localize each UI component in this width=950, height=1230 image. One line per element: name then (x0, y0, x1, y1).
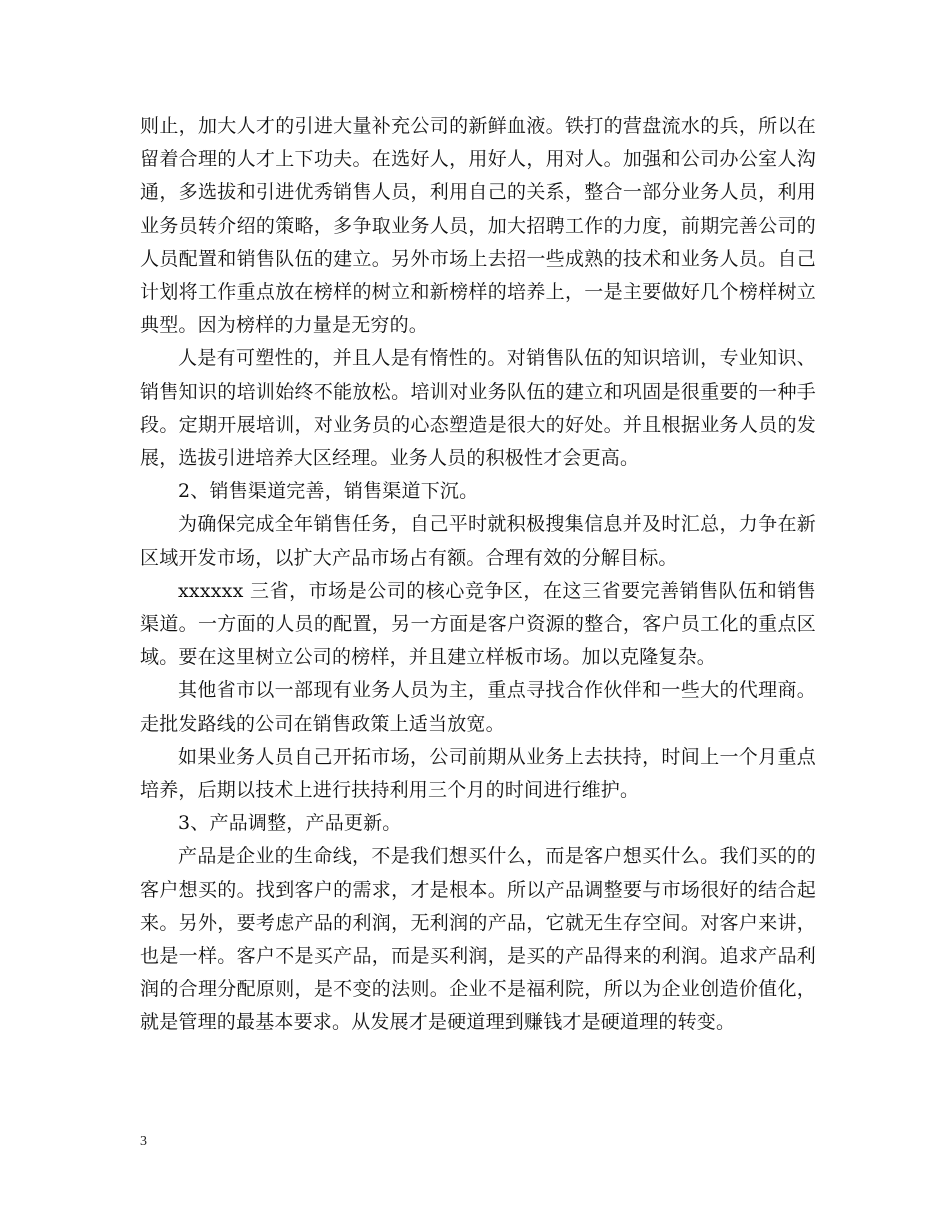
paragraph-continuation: 则止，加大人才的引进大量补充公司的新鲜血液。铁打的营盘流水的兵，所以在留着合理的人才上下功夫。在选好人，用好人，用对人。加强和公司办公室人沟通，多选拔和引进优秀销售人员，利用自己的关系，整合一部分业务人员，利用业务员转介绍的策略，多争取业务人员，加大招聘工作的力度，前期完善公司的人员配置和销售队伍的建立。另外市场上去招一些成熟的技术和业务人员。自己计划将工作重点放在榜样的树立和新榜样的培养上，一是主要做好几个榜样树立典型。因为榜样的力量是无穷的。 (140, 115, 816, 337)
section-heading: 2、销售渠道完善，销售渠道下沉。 (178, 480, 479, 503)
paragraph: 其他省市以一部现有业务人员为主，重点寻找合作伙伴和一些大的代理商。走批发路线的公司在销售政策上适当放宽。 (140, 679, 816, 735)
paragraph: 产品是企业的生命线，不是我们想买什么，而是客户想买什么。我们买的的客户想买的。找到客户的需求，才是根本。所以产品调整要与市场很好的结合起来。另外，要考虑产品的利润，无利润的产品，它就无生存空间。对客户来讲，也是一样。客户不是买产品，而是买利润，是买的产品得来的利润。追求产品利润的合理分配原则，是不变的法则。企业不是福利院，所以为企业创造价值化，就是管理的最基本要求。从发展才是硬道理到赚钱才是硬道理的转变。 (140, 845, 816, 1034)
page-number: 3 (140, 1134, 147, 1149)
section-heading: 3、产品调整，产品更新。 (178, 812, 402, 835)
paragraph: 人是有可塑性的，并且人是有惰性的。对销售队伍的知识培训，专业知识、销售知识的培训始终不能放松。培训对业务队伍的建立和巩固是很重要的一种手段。定期开展培训，对业务员的心态塑造是很大的好处。并且根据业务人员的发展，选拔引进培养大区经理。业务人员的积极性才会更高。 (140, 347, 816, 470)
document-body (140, 110, 816, 1040)
paragraph: xxxxxx 三省，市场是公司的核心竞争区，在这三省要完善销售队伍和销售渠道。一方面的人员的配置，另一方面是客户资源的整合，客户员工化的重点区域。要在这里树立公司的榜样，并且建立样板市场。加以克隆复杂。 (140, 579, 816, 669)
paragraph: 为确保完成全年销售任务，自己平时就积极搜集信息并及时汇总，力争在新区域开发市场，以扩大产品市场占有额。合理有效的分解目标。 (140, 513, 816, 569)
paragraph: 如果业务人员自己开拓市场，公司前期从业务上去扶持，时间上一个月重点培养，后期以技术上进行扶持利用三个月的时间进行维护。 (140, 745, 816, 802)
